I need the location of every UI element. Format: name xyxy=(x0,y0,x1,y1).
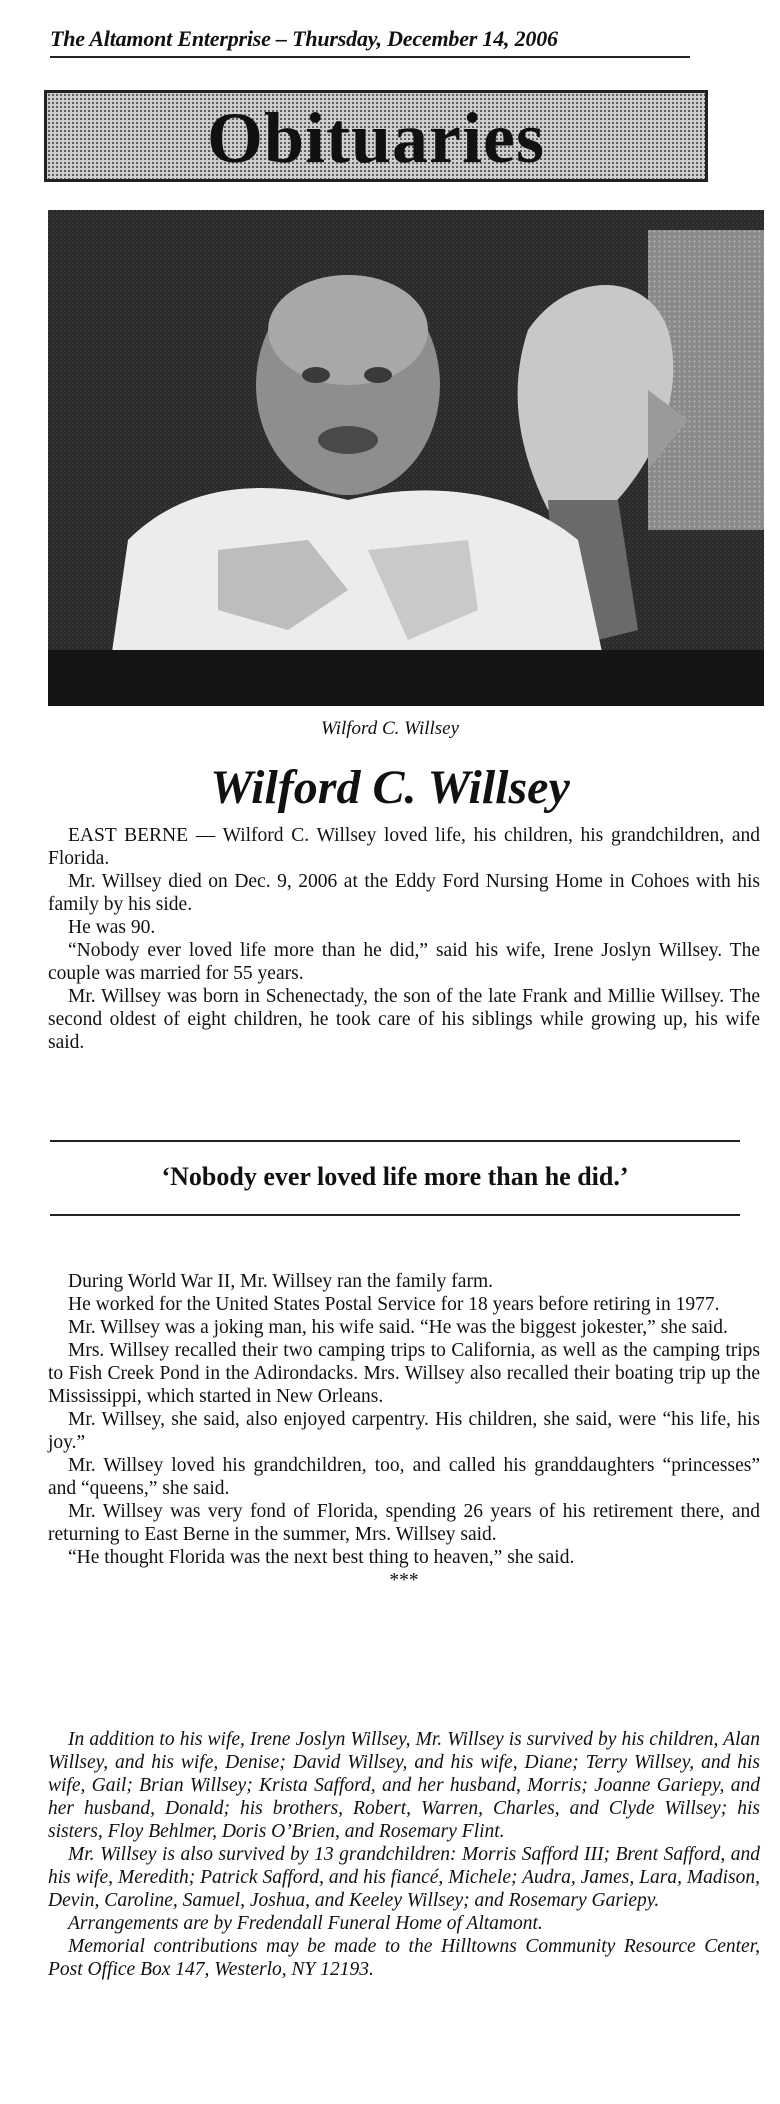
paragraph: Mr. Willsey is also survived by 13 grandchildren: Morris Safford III; Brent Safford, and his wife, Meredith; Patrick Safford, and his fiancé, Michele; Audra, James, Lara, Madison, Devin, Caroline, Samuel, Joshua, and Keeley Willsey; and Rosemary Gariepy. xyxy=(48,1844,760,1911)
paragraph: He was 90. xyxy=(68,917,156,938)
paragraph: Mr. Willsey loved his grandchildren, too, and called his granddaughters “princesses” and “queens,” she said. xyxy=(48,1455,760,1499)
article-section-1 xyxy=(48,824,760,1054)
masthead-text: The Altamont Enterprise – Thursday, December 14, 2006 xyxy=(50,26,558,51)
paragraph: In addition to his wife, Irene Joslyn Willsey, Mr. Willsey is survived by his children, Alan Willsey, and his wife, Denise; David Willsey, and his wife, Diane; Terry Willsey, and his wife, Gail; Brian Willsey; Krista Safford, and her husband, Morris; Joanne Gariepy, and her husband, Donald; his brothers, Robert, Warren, Charles, and Clyde Willsey; his sisters, Floy Behlmer, Doris O’Brien, and Rosemary Flint. xyxy=(48,1729,760,1842)
paragraph: “He thought Florida was the next best thing to heaven,” she said. xyxy=(68,1547,575,1568)
masthead xyxy=(50,26,690,54)
section-separator: *** xyxy=(389,1570,419,1591)
portrait-photo-image xyxy=(48,210,764,706)
paragraph: During World War II, Mr. Willsey ran the family farm. xyxy=(68,1271,493,1292)
banner-title: Obituaries xyxy=(206,98,545,178)
paragraph: “Nobody ever loved life more than he did,” said his wife, Irene Joslyn Willsey. The couple was married for 55 years. xyxy=(48,940,760,984)
pull-quote-text: ‘Nobody ever loved life more than he did.’ xyxy=(161,1162,629,1191)
paragraph: Memorial contributions may be made to the Hilltowns Community Resource Center, Post Office Box 147, Westerlo, NY 12193. xyxy=(48,1936,760,1980)
pull-quote-top-rule xyxy=(50,1140,740,1142)
pull-quote xyxy=(50,1140,740,1216)
article-section-3 xyxy=(48,1728,760,1981)
photo-caption: Wilford C. Willsey xyxy=(320,718,460,739)
masthead-rule xyxy=(50,56,690,58)
paragraph: Mr. Willsey was very fond of Florida, spending 26 years of his retirement there, and returning to East Berne in the summer, Mrs. Willsey said. xyxy=(48,1501,760,1545)
pull-quote-bottom-rule xyxy=(50,1214,740,1216)
paragraph: Mr. Willsey was born in Schenectady, the son of the late Frank and Millie Willsey. The second oldest of eight children, he took care of his siblings while growing up, his wife said. xyxy=(48,986,760,1053)
portrait-photo xyxy=(48,210,764,706)
section-banner xyxy=(44,90,708,182)
paragraph: Mr. Willsey was a joking man, his wife said. “He was the biggest jokester,” she said. xyxy=(68,1317,728,1338)
paragraph: EAST BERNE — Wilford C. Willsey loved life, his children, his grandchildren, and Florida. xyxy=(48,825,760,869)
paragraph: Mr. Willsey, she said, also enjoyed carpentry. His children, she said, were “his life, his joy.” xyxy=(48,1409,760,1453)
obituary-headline: Wilford C. Willsey xyxy=(210,761,570,814)
article-section-2 xyxy=(48,1270,760,1592)
paragraph: Arrangements are by Fredendall Funeral Home of Altamont. xyxy=(68,1913,543,1934)
paragraph: Mr. Willsey died on Dec. 9, 2006 at the Eddy Ford Nursing Home in Cohoes with his family by his side. xyxy=(48,871,760,915)
paragraph: He worked for the United States Postal Service for 18 years before retiring in 1977. xyxy=(68,1294,720,1315)
paragraph: Mrs. Willsey recalled their two camping trips to California, as well as the camping trips to Fish Creek Pond in the Adirondacks. Mrs. Willsey also recalled their boating trip up the Mississippi, which started in New Orleans. xyxy=(48,1340,760,1407)
